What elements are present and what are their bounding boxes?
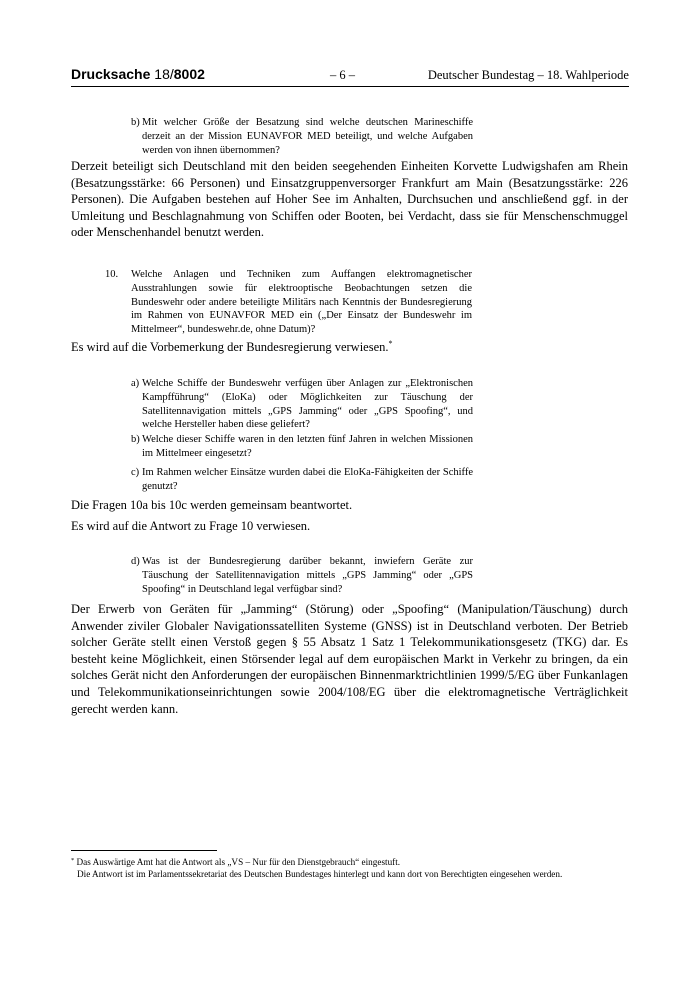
page-header	[71, 64, 629, 87]
question-10a	[131, 377, 473, 432]
answer-10a-10c-reference: Es wird auf die Antwort zu Frage 10 verwiesen.	[71, 519, 311, 533]
footnote	[71, 856, 631, 880]
question-text: Welche Schiffe der Bundeswehr verfügen über Anlagen zur „Elektronischen Kampfführung“ (EloKa) oder Möglichkeiten zur Täuschung der Satellitennavigation mittels „GPS Jamming“ oder „GPS Spoofing“, und welche Hersteller haben diese geliefert?	[142, 378, 473, 431]
answer-text: Es wird auf die Vorbemerkung der Bundesregierung verwiesen.	[71, 340, 389, 354]
question-label: b)	[131, 434, 140, 445]
answer-b: Derzeit beteiligt sich Deutschland mit den beiden seegehenden Einheiten Korvette Ludwigshafen am Rhein (Besatzungsstärke: 66 Personen) und Einsatzgruppenversorger Frankfurt am Main (Besatzungsstärke: 226 Personen). Die Aufgaben bestehen auf Hoher See im Anhalten, Durchsuchen und anschließend ggf. in der Umleitung und Beschlagnahmung von Schiffen oder Booten, bei Verdacht, dass sie für Menschenschmuggel oder Menschenhandel benutzt werden.	[71, 159, 628, 240]
question-label: 10.	[105, 269, 119, 280]
document-number	[71, 66, 205, 82]
answer-10d: Der Erwerb von Geräten für „Jamming“ (Störung) oder „Spoofing“ (Manipulation/Täuschung) durch Anwender ziviler Globaler Navigationssatelliten Systeme (GNSS) ist in Deutschland verboten. Der Betrieb solcher Geräte stellt einen Verstoß gegen § 55 Absatz 1 Satz 1 Telekommunikationsgesetz (TKG) dar. Es besteht keine Möglichkeit, einen Störsender legal auf dem europäischen Markt in Verkehr zu bringen, da ein solches Gerät nicht den Anforderungen der europäischen Binnenmarktrichtlinien 1999/5/EG über Funkanlagen und Telekommunikationseinrichtungen sowie 2004/108/EG über die elektromagnetische Verträglichkeit gerecht werden kann.	[71, 602, 628, 716]
page-number: – 6 –	[330, 68, 355, 82]
footnote-mark: *	[71, 857, 75, 864]
question-label: d)	[131, 556, 140, 567]
question-text: Im Rahmen welcher Einsätze wurden dabei die EloKa-Fähigkeiten der Schiffe genutzt?	[142, 467, 473, 492]
question-10b	[131, 433, 473, 461]
question-b	[131, 116, 473, 157]
footnote-line-1: Das Auswärtige Amt hat die Antwort als „VS – Nur für den Dienstgebrauch“ eingestuft.	[76, 857, 401, 867]
question-10c	[131, 466, 473, 494]
footnote-reference: *	[388, 339, 393, 348]
question-label: a)	[131, 378, 140, 389]
footnote-separator	[71, 850, 217, 851]
question-10d	[131, 555, 473, 596]
doc-number-prefix: 18/	[154, 66, 174, 82]
footnote-line-2: Die Antwort ist im Parlamentssekretariat des Deutschen Bundestages hinterlegt und kann dort von Berechtigten eingesehen werden.	[77, 869, 563, 880]
question-text: Welche Anlagen und Techniken zum Auffangen elektromagnetischer Ausstrahlungen sowie für elektrooptische Beobachtungen setzen die Bundeswehr oder andere beteiligte Militärs nach Kenntnis der Bundesregierung im Rahmen von EUNAVFOR MED ein („Der Einsatz der Bundeswehr im Mittelmeer“, bundeswehr.de, ohne Datum)?	[131, 269, 472, 336]
question-text: Was ist der Bundesregierung darüber bekannt, inwiefern Geräte zur Täuschung der Satellitennavigation mittels „GPS Jamming“ oder „GPS Spoofing“ in Deutschland legal verfügbar sind?	[142, 556, 473, 595]
question-text: Mit welcher Größe der Besatzung sind welche deutschen Marineschiffe derzeit an der Mission EUNAVFOR MED beteiligt, und welche Aufgaben werden von ihnen übernommen?	[142, 117, 473, 156]
question-label: b)	[131, 117, 140, 128]
doc-number: 8002	[173, 66, 205, 82]
doc-word: Drucksache	[71, 66, 151, 82]
question-label: c)	[131, 467, 140, 478]
publisher: Deutscher Bundestag – 18. Wahlperiode	[427, 68, 629, 82]
answer-10	[71, 339, 628, 356]
question-10	[105, 268, 472, 337]
answer-10a-10c-combined: Die Fragen 10a bis 10c werden gemeinsam beantwortet.	[71, 498, 353, 512]
question-text: Welche dieser Schiffe waren in den letzten fünf Jahren in welchen Missionen im Mittelmeer eingesetzt?	[142, 434, 473, 459]
